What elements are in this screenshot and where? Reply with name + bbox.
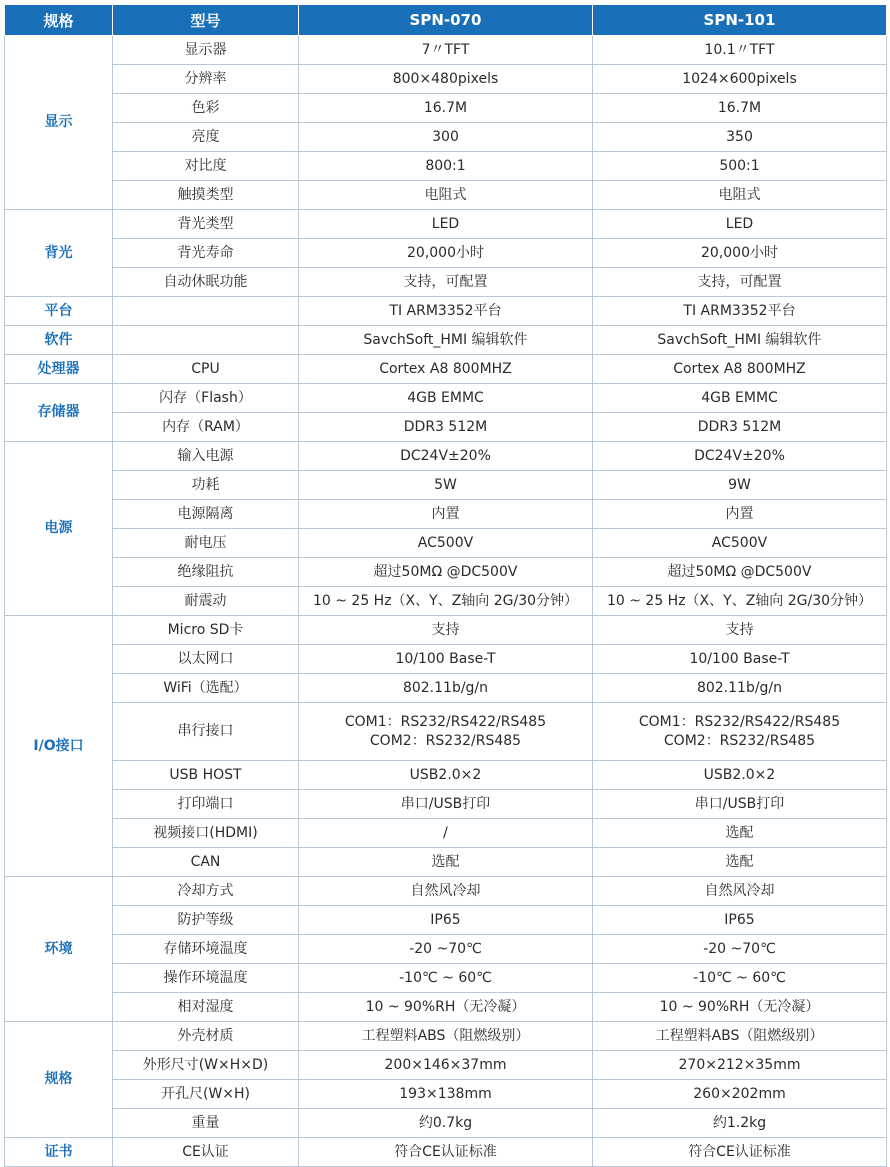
category-cell: 软件 — [5, 326, 113, 355]
category-cell: 平台 — [5, 297, 113, 326]
table-row — [5, 65, 887, 94]
spn-101-value: Cortex A8 800MHZ — [593, 355, 887, 384]
category-cell: 环境 — [5, 877, 113, 1022]
row-label: 自动休眠功能 — [113, 268, 299, 297]
spn-070-value: 支持 — [299, 616, 593, 645]
row-label: 相对湿度 — [113, 993, 299, 1022]
row-label: 存储环境温度 — [113, 935, 299, 964]
category-cell: 电源 — [5, 442, 113, 616]
row-label: 背光寿命 — [113, 239, 299, 268]
spn-101-value: 选配 — [593, 819, 887, 848]
row-label: 耐电压 — [113, 529, 299, 558]
table-row — [5, 384, 887, 413]
spn-101-value: 350 — [593, 123, 887, 152]
spn-101-value: 16.7M — [593, 94, 887, 123]
spn-101-value: 1024×600pixels — [593, 65, 887, 94]
spn-101-value: TI ARM3352平台 — [593, 297, 887, 326]
spn-070-value-line-2: COM2：RS232/RS485 — [369, 732, 522, 749]
table-row — [5, 1080, 887, 1109]
header-spn-070: SPN-070 — [299, 5, 593, 36]
table-row — [5, 210, 887, 239]
row-label: 内存（RAM） — [113, 413, 299, 442]
row-label: CE认证 — [113, 1138, 299, 1167]
spn-101-value: 20,000小时 — [593, 239, 887, 268]
spn-070-value: 10 ~ 25 Hz（X、Y、Z轴向 2G/30分钟） — [299, 587, 593, 616]
category-cell: 背光 — [5, 210, 113, 297]
spn-070-value: 16.7M — [299, 94, 593, 123]
table-row — [5, 36, 887, 65]
table-row — [5, 471, 887, 500]
table-row — [5, 674, 887, 703]
row-label: Micro SD卡 — [113, 616, 299, 645]
table-row — [5, 935, 887, 964]
spn-101-value: DDR3 512M — [593, 413, 887, 442]
table-row — [5, 94, 887, 123]
spn-070-value: 5W — [299, 471, 593, 500]
row-label: 串行接口 — [113, 703, 299, 761]
category-cell: 显示 — [5, 36, 113, 210]
row-label: 视频接口(HDMI) — [113, 819, 299, 848]
spn-070-value: LED — [299, 210, 593, 239]
row-label — [113, 297, 299, 326]
row-label: CPU — [113, 355, 299, 384]
spec-table — [4, 4, 887, 1167]
row-label: 分辨率 — [113, 65, 299, 94]
spn-101-value: LED — [593, 210, 887, 239]
spn-101-value: DC24V±20% — [593, 442, 887, 471]
category-cell: 规格 — [5, 1022, 113, 1138]
table-row — [5, 529, 887, 558]
spn-101-value: 超过50MΩ @DC500V — [593, 558, 887, 587]
spn-070-value: 内置 — [299, 500, 593, 529]
spn-070-value: 20,000小时 — [299, 239, 593, 268]
spn-101-value: USB2.0×2 — [593, 761, 887, 790]
row-label: 对比度 — [113, 152, 299, 181]
spn-101-value: AC500V — [593, 529, 887, 558]
spn-070-value: 支持，可配置 — [299, 268, 593, 297]
table-row — [5, 703, 887, 761]
spn-101-value: 260×202mm — [593, 1080, 887, 1109]
row-label: 绝缘阻抗 — [113, 558, 299, 587]
header-model: 型号 — [113, 5, 299, 36]
spn-070-value: 自然风冷却 — [299, 877, 593, 906]
category-cell: 处理器 — [5, 355, 113, 384]
spn-070-value: SavchSoft_HMI 编辑软件 — [299, 326, 593, 355]
row-label: 输入电源 — [113, 442, 299, 471]
spn-070-value: USB2.0×2 — [299, 761, 593, 790]
table-row — [5, 181, 887, 210]
spn-101-value: 约1.2kg — [593, 1109, 887, 1138]
table-row — [5, 123, 887, 152]
row-label: 外壳材质 — [113, 1022, 299, 1051]
spn-070-value: 10/100 Base-T — [299, 645, 593, 674]
row-label: 开孔尺(W×H) — [113, 1080, 299, 1109]
row-label: 以太网口 — [113, 645, 299, 674]
row-label: 耐震动 — [113, 587, 299, 616]
spn-070-value: 电阻式 — [299, 181, 593, 210]
row-label: 亮度 — [113, 123, 299, 152]
spn-070-value: 200×146×37mm — [299, 1051, 593, 1080]
spn-101-value: 内置 — [593, 500, 887, 529]
spn-070-value: 串口/USB打印 — [299, 790, 593, 819]
spn-070-value: 10 ~ 90%RH（无冷凝） — [299, 993, 593, 1022]
spn-101-value: -20 ~70℃ — [593, 935, 887, 964]
spn-070-value: 超过50MΩ @DC500V — [299, 558, 593, 587]
row-label: 背光类型 — [113, 210, 299, 239]
row-label: WiFi（选配） — [113, 674, 299, 703]
row-label: 外形尺寸(W×H×D) — [113, 1051, 299, 1080]
table-row — [5, 993, 887, 1022]
spn-101-value: IP65 — [593, 906, 887, 935]
row-label: CAN — [113, 848, 299, 877]
table-row — [5, 877, 887, 906]
spn-070-value: 7〃TFT — [299, 36, 593, 65]
spn-101-value: 10 ~ 25 Hz（X、Y、Z轴向 2G/30分钟） — [593, 587, 887, 616]
spn-101-value-line-2: COM2：RS232/RS485 — [663, 732, 816, 749]
row-label: 电源隔离 — [113, 500, 299, 529]
row-label: 闪存（Flash） — [113, 384, 299, 413]
spn-070-value: Cortex A8 800MHZ — [299, 355, 593, 384]
category-cell: 存储器 — [5, 384, 113, 442]
table-row — [5, 790, 887, 819]
spn-070-value: 符合CE认证标准 — [299, 1138, 593, 1167]
table-row — [5, 906, 887, 935]
spn-070-value: IP65 — [299, 906, 593, 935]
row-label: 冷却方式 — [113, 877, 299, 906]
spn-070-value: 800×480pixels — [299, 65, 593, 94]
table-row — [5, 1138, 887, 1167]
table-row — [5, 152, 887, 181]
row-label: 显示器 — [113, 36, 299, 65]
spn-070-value: 约0.7kg — [299, 1109, 593, 1138]
row-label: 防护等级 — [113, 906, 299, 935]
spn-070-value: 4GB EMMC — [299, 384, 593, 413]
table-row — [5, 964, 887, 993]
table-row — [5, 558, 887, 587]
spn-070-value: 300 — [299, 123, 593, 152]
row-label: USB HOST — [113, 761, 299, 790]
spn-101-value: SavchSoft_HMI 编辑软件 — [593, 326, 887, 355]
table-row — [5, 1022, 887, 1051]
table-row — [5, 1109, 887, 1138]
table-row — [5, 297, 887, 326]
table-row — [5, 1051, 887, 1080]
table-row — [5, 326, 887, 355]
table-row — [5, 500, 887, 529]
spn-101-value: 选配 — [593, 848, 887, 877]
spn-070-value: 工程塑料ABS（阻燃级别） — [299, 1022, 593, 1051]
spn-101-value: 串口/USB打印 — [593, 790, 887, 819]
spn-070-value: 800:1 — [299, 152, 593, 181]
category-cell: 证书 — [5, 1138, 113, 1167]
spn-070-value: 选配 — [299, 848, 593, 877]
spn-070-value: DDR3 512M — [299, 413, 593, 442]
header-spec: 规格 — [5, 5, 113, 36]
spn-070-value — [299, 703, 593, 761]
spn-070-value: AC500V — [299, 529, 593, 558]
spn-101-value-line-1: COM1：RS232/RS422/RS485 — [638, 713, 841, 730]
row-label: 触摸类型 — [113, 181, 299, 210]
spn-101-value: 电阻式 — [593, 181, 887, 210]
spn-101-value: 4GB EMMC — [593, 384, 887, 413]
table-row — [5, 239, 887, 268]
spn-101-value: 自然风冷却 — [593, 877, 887, 906]
row-label: 色彩 — [113, 94, 299, 123]
spn-101-value: -10℃ ~ 60℃ — [593, 964, 887, 993]
spn-070-value: -20 ~70℃ — [299, 935, 593, 964]
header-spn-101: SPN-101 — [593, 5, 887, 36]
spn-101-value: 符合CE认证标准 — [593, 1138, 887, 1167]
spn-101-value: 270×212×35mm — [593, 1051, 887, 1080]
spn-070-value: -10℃ ~ 60℃ — [299, 964, 593, 993]
spn-101-value: 支持 — [593, 616, 887, 645]
row-label: 操作环境温度 — [113, 964, 299, 993]
header-row — [5, 5, 887, 36]
table-row — [5, 645, 887, 674]
row-label: 功耗 — [113, 471, 299, 500]
row-label: 打印端口 — [113, 790, 299, 819]
table-row — [5, 616, 887, 645]
spn-070-value-line-1: COM1：RS232/RS422/RS485 — [344, 713, 547, 730]
row-label — [113, 326, 299, 355]
spn-101-value: 500:1 — [593, 152, 887, 181]
table-row — [5, 268, 887, 297]
spn-101-value: 支持，可配置 — [593, 268, 887, 297]
table-row — [5, 819, 887, 848]
spn-101-value — [593, 703, 887, 761]
spn-070-value: 193×138mm — [299, 1080, 593, 1109]
table-row — [5, 442, 887, 471]
category-cell: I/O接口 — [5, 616, 113, 877]
table-row — [5, 355, 887, 384]
table-row — [5, 587, 887, 616]
spn-101-value: 802.11b/g/n — [593, 674, 887, 703]
spn-101-value: 工程塑料ABS（阻燃级别） — [593, 1022, 887, 1051]
spn-101-value: 10.1〃TFT — [593, 36, 887, 65]
spn-070-value: TI ARM3352平台 — [299, 297, 593, 326]
spn-070-value: / — [299, 819, 593, 848]
table-row — [5, 413, 887, 442]
row-label: 重量 — [113, 1109, 299, 1138]
table-row — [5, 761, 887, 790]
spn-070-value: DC24V±20% — [299, 442, 593, 471]
spn-101-value: 10/100 Base-T — [593, 645, 887, 674]
spn-101-value: 9W — [593, 471, 887, 500]
spn-101-value: 10 ~ 90%RH（无冷凝） — [593, 993, 887, 1022]
spn-070-value: 802.11b/g/n — [299, 674, 593, 703]
table-row — [5, 848, 887, 877]
spec-body — [5, 36, 887, 1167]
